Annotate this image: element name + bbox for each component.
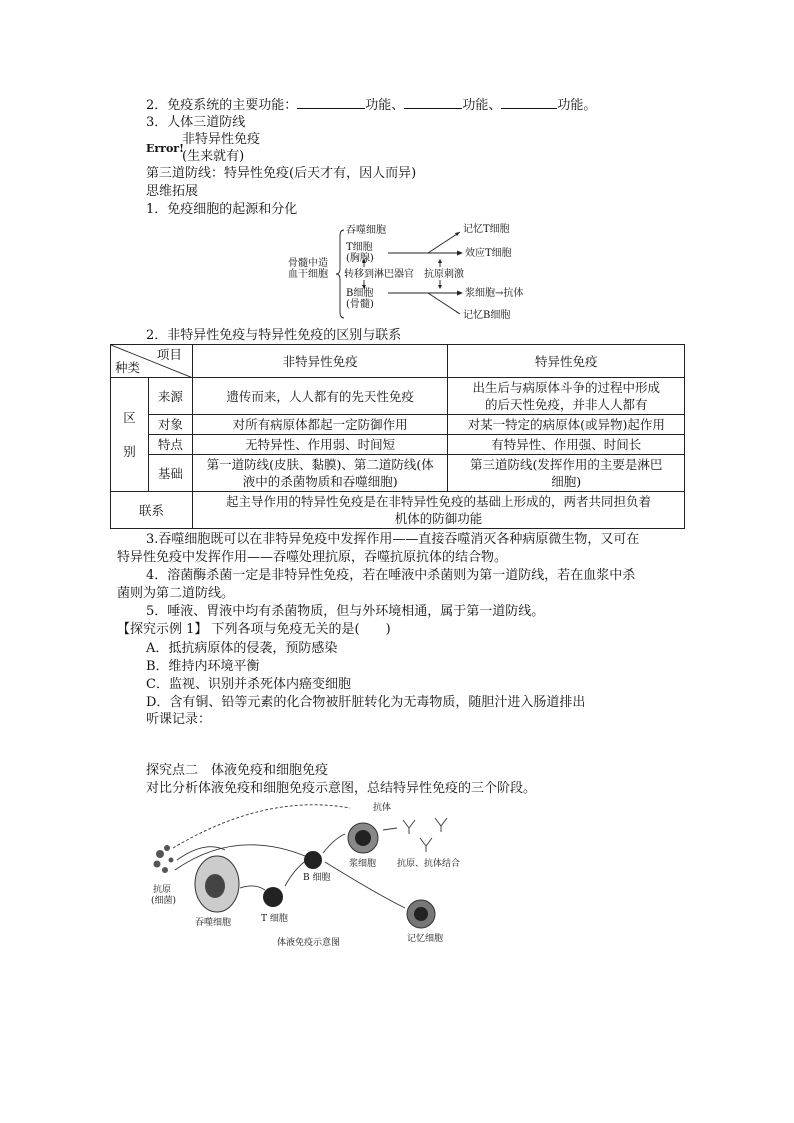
flow-thymus: (胸腺) xyxy=(346,253,374,264)
row-non xyxy=(192,455,448,492)
col-nonspecific: 非特异性免疫 xyxy=(192,345,448,378)
s2-heading: 2．非特异性免疫与特异性免疫的区别与联系 xyxy=(146,328,402,343)
dashed-antigen-to-antibody xyxy=(173,805,350,848)
flow-arrowhead-2 xyxy=(457,251,463,256)
q2-blank-2[interactable] xyxy=(404,95,462,109)
tcell-circle xyxy=(263,887,283,907)
option-b[interactable]: B．维持内环境平衡 xyxy=(146,659,260,674)
flow-plasma: 浆细胞→抗体 xyxy=(465,288,524,299)
table-corner xyxy=(111,345,193,378)
q2-fn-3: 功能 xyxy=(557,98,584,113)
arrow-phagocyte-tcell xyxy=(240,886,265,890)
comparison-table xyxy=(110,344,685,529)
diagram-caption: 体液免疫示意图 xyxy=(277,938,341,948)
q2-end: 。 xyxy=(583,98,597,113)
row-spec-1: 第三道防线(发挥作用的主要是淋巴 xyxy=(470,457,663,472)
diagram-bacteria: (细菌) xyxy=(151,896,177,906)
flow-arrowhead-1 xyxy=(455,232,460,236)
q2-fn-1: 功能 xyxy=(365,98,392,113)
diff-1: 区 xyxy=(123,410,136,425)
flow-arrowhead-8 xyxy=(438,285,442,289)
memory-cell xyxy=(407,900,435,928)
arrow-bcell-plasma xyxy=(323,834,345,853)
bcell-circle xyxy=(304,851,322,869)
arrow-antigen-bcell xyxy=(175,845,305,870)
option-a[interactable]: A．抵抗病原体的侵袭，预防感染 xyxy=(146,641,338,656)
flow-memory-t: 记忆T细胞 xyxy=(463,224,510,235)
phagocyte-cell xyxy=(195,856,239,912)
row-name: 基础 xyxy=(148,455,192,492)
row-spec: 对某一特定的病原体(或异物)起作用 xyxy=(448,415,685,435)
row-spec-2: 细胞) xyxy=(551,474,582,489)
q2-prefix: 2．免疫系统的主要功能： xyxy=(146,98,298,113)
q3-third: 第三道防线：特异性免疫(后天才有，因人而异) xyxy=(146,166,417,181)
flow-phagocyte: 吞噬细胞 xyxy=(346,225,386,236)
table-link-row xyxy=(111,492,685,529)
table-row xyxy=(111,435,685,455)
antigen-cluster xyxy=(154,845,174,873)
q2-fn-2: 功能 xyxy=(462,98,489,113)
flow-antigen: 抗原刺激 xyxy=(424,269,464,280)
flow-arrowhead-7 xyxy=(438,259,442,263)
q3-innate: (生来就有) xyxy=(182,149,245,164)
table-row xyxy=(111,378,685,415)
diagram-tcell: T 细胞 xyxy=(261,914,288,924)
diagram-antibody: 抗体 xyxy=(373,803,392,813)
humoral-immunity-diagram xyxy=(145,798,635,948)
flow-brace xyxy=(336,230,344,318)
antibody-cluster xyxy=(403,818,447,852)
table-row xyxy=(111,415,685,435)
q2-blank-3[interactable] xyxy=(501,95,557,109)
row-non-1: 第一道防线(皮肤、黏膜)、第二道防线(体 xyxy=(206,457,434,472)
link-2: 机体的防御功能 xyxy=(394,511,483,526)
flow-arrowhead-3 xyxy=(457,291,463,296)
immune-cell-flow-diagram xyxy=(280,222,540,326)
p4-line2: 菌则为第二道防线。 xyxy=(117,586,235,601)
diagram-bcell: B 细胞 xyxy=(303,873,331,883)
row-name: 特点 xyxy=(148,435,192,455)
diff-2: 别 xyxy=(123,444,136,459)
row-spec-1: 出生后与病原体斗争的过程中形成 xyxy=(472,380,660,395)
q3-title: 3．人体三道防线 xyxy=(146,115,246,130)
arrow-plasma-antibody xyxy=(383,828,397,830)
option-d[interactable]: D．含有铜、铅等元素的化合物被肝脏转化为无毒物质，随胆汁进入肠道排出 xyxy=(146,695,586,710)
col-specific: 特异性免疫 xyxy=(448,345,685,378)
table-row xyxy=(111,455,685,492)
row-non: 无特异性、作用弱、时间短 xyxy=(192,435,448,455)
corner-item: 项目 xyxy=(156,347,182,362)
example-title: 【探究示例 1】 下列各项与免疫无关的是( ) xyxy=(117,622,391,637)
diff-label xyxy=(111,378,149,492)
flow-t-to-memory xyxy=(428,232,460,253)
q2-sep-2: 、 xyxy=(488,98,502,113)
section2-title: 探究点二 体液免疫和细胞免疫 xyxy=(146,763,329,778)
q2-sep-1: 、 xyxy=(391,98,405,113)
link-label: 联系 xyxy=(111,492,193,529)
notes-label: 听课记录： xyxy=(146,712,212,727)
row-spec: 有特异性、作用强、时间长 xyxy=(448,435,685,455)
diagram-combine: 抗原、抗体结合 xyxy=(397,859,461,869)
p3-line2: 特异性免疫中发挥作用——吞噬处理抗原，吞噬抗原抗体的结合物。 xyxy=(117,550,508,565)
flow-b-to-memory xyxy=(428,293,460,314)
diagram-plasma: 浆细胞 xyxy=(349,859,377,869)
row-non: 遗传而来，人人都有的先天性免疫 xyxy=(192,378,448,415)
flow-memory-b: 记忆B细胞 xyxy=(463,310,511,321)
row-non-2: 液中的杀菌物质和吞噬细胞) xyxy=(242,474,398,489)
row-spec xyxy=(448,455,685,492)
row-name: 对象 xyxy=(148,415,192,435)
q2-line xyxy=(146,95,596,114)
diagram-phagocyte: 吞噬细胞 xyxy=(195,918,232,928)
section2-intro: 对比分析体液免疫和细胞免疫示意图，总结特异性免疫的三个阶段。 xyxy=(146,781,537,796)
p3-line1: 3.吞噬细胞既可以在非特异免疫中发挥作用——直接吞噬消灭各种病原微生物，又可在 xyxy=(146,532,640,547)
diagram-antigen: 抗原 xyxy=(153,885,172,895)
row-name: 来源 xyxy=(148,378,192,415)
p5: 5．唾液、胃液中均有杀菌物质，但与外环境相通，属于第一道防线。 xyxy=(146,604,545,619)
flow-bcell: B细胞 xyxy=(346,288,374,299)
q3-nonspecific: 非特异性免疫 xyxy=(182,132,261,147)
row-spec xyxy=(448,378,685,415)
option-c[interactable]: C．监视、识别并杀死体内癌变细胞 xyxy=(146,677,351,692)
diagram-memory: 记忆细胞 xyxy=(407,934,444,944)
link-1: 起主导作用的特异性免疫是在非特异性免疫的基础上形成的，两者共同担负着 xyxy=(225,494,651,509)
siwei-heading: 思维拓展 xyxy=(146,184,199,199)
flow-transfer: 转移到淋巴器官 xyxy=(344,269,414,280)
table-header-row xyxy=(111,345,685,378)
flow-source-2: 血干细胞 xyxy=(288,269,328,280)
corner-kind: 种类 xyxy=(115,360,141,375)
flow-source-1: 骨髓中造 xyxy=(288,258,328,269)
flow-effector-t: 效应T细胞 xyxy=(465,248,512,259)
flow-marrow: (骨髓) xyxy=(346,299,374,310)
row-spec-2: 的后天性免疫，并非人人都有 xyxy=(484,397,648,412)
p4-line1: 4．溶菌酶杀菌一定是非特异性免疫，若在唾液中杀菌则为第一道防线，若在血浆中杀 xyxy=(146,568,636,583)
q2-blank-1[interactable] xyxy=(297,95,365,109)
link-text xyxy=(192,492,684,529)
q3-error: Error! xyxy=(146,142,184,155)
row-non: 对所有病原体都起一定防御作用 xyxy=(192,415,448,435)
s1-heading: 1．免疫细胞的起源和分化 xyxy=(146,202,298,217)
flow-tcell: T细胞 xyxy=(346,242,373,253)
plasma-cell xyxy=(348,823,378,853)
